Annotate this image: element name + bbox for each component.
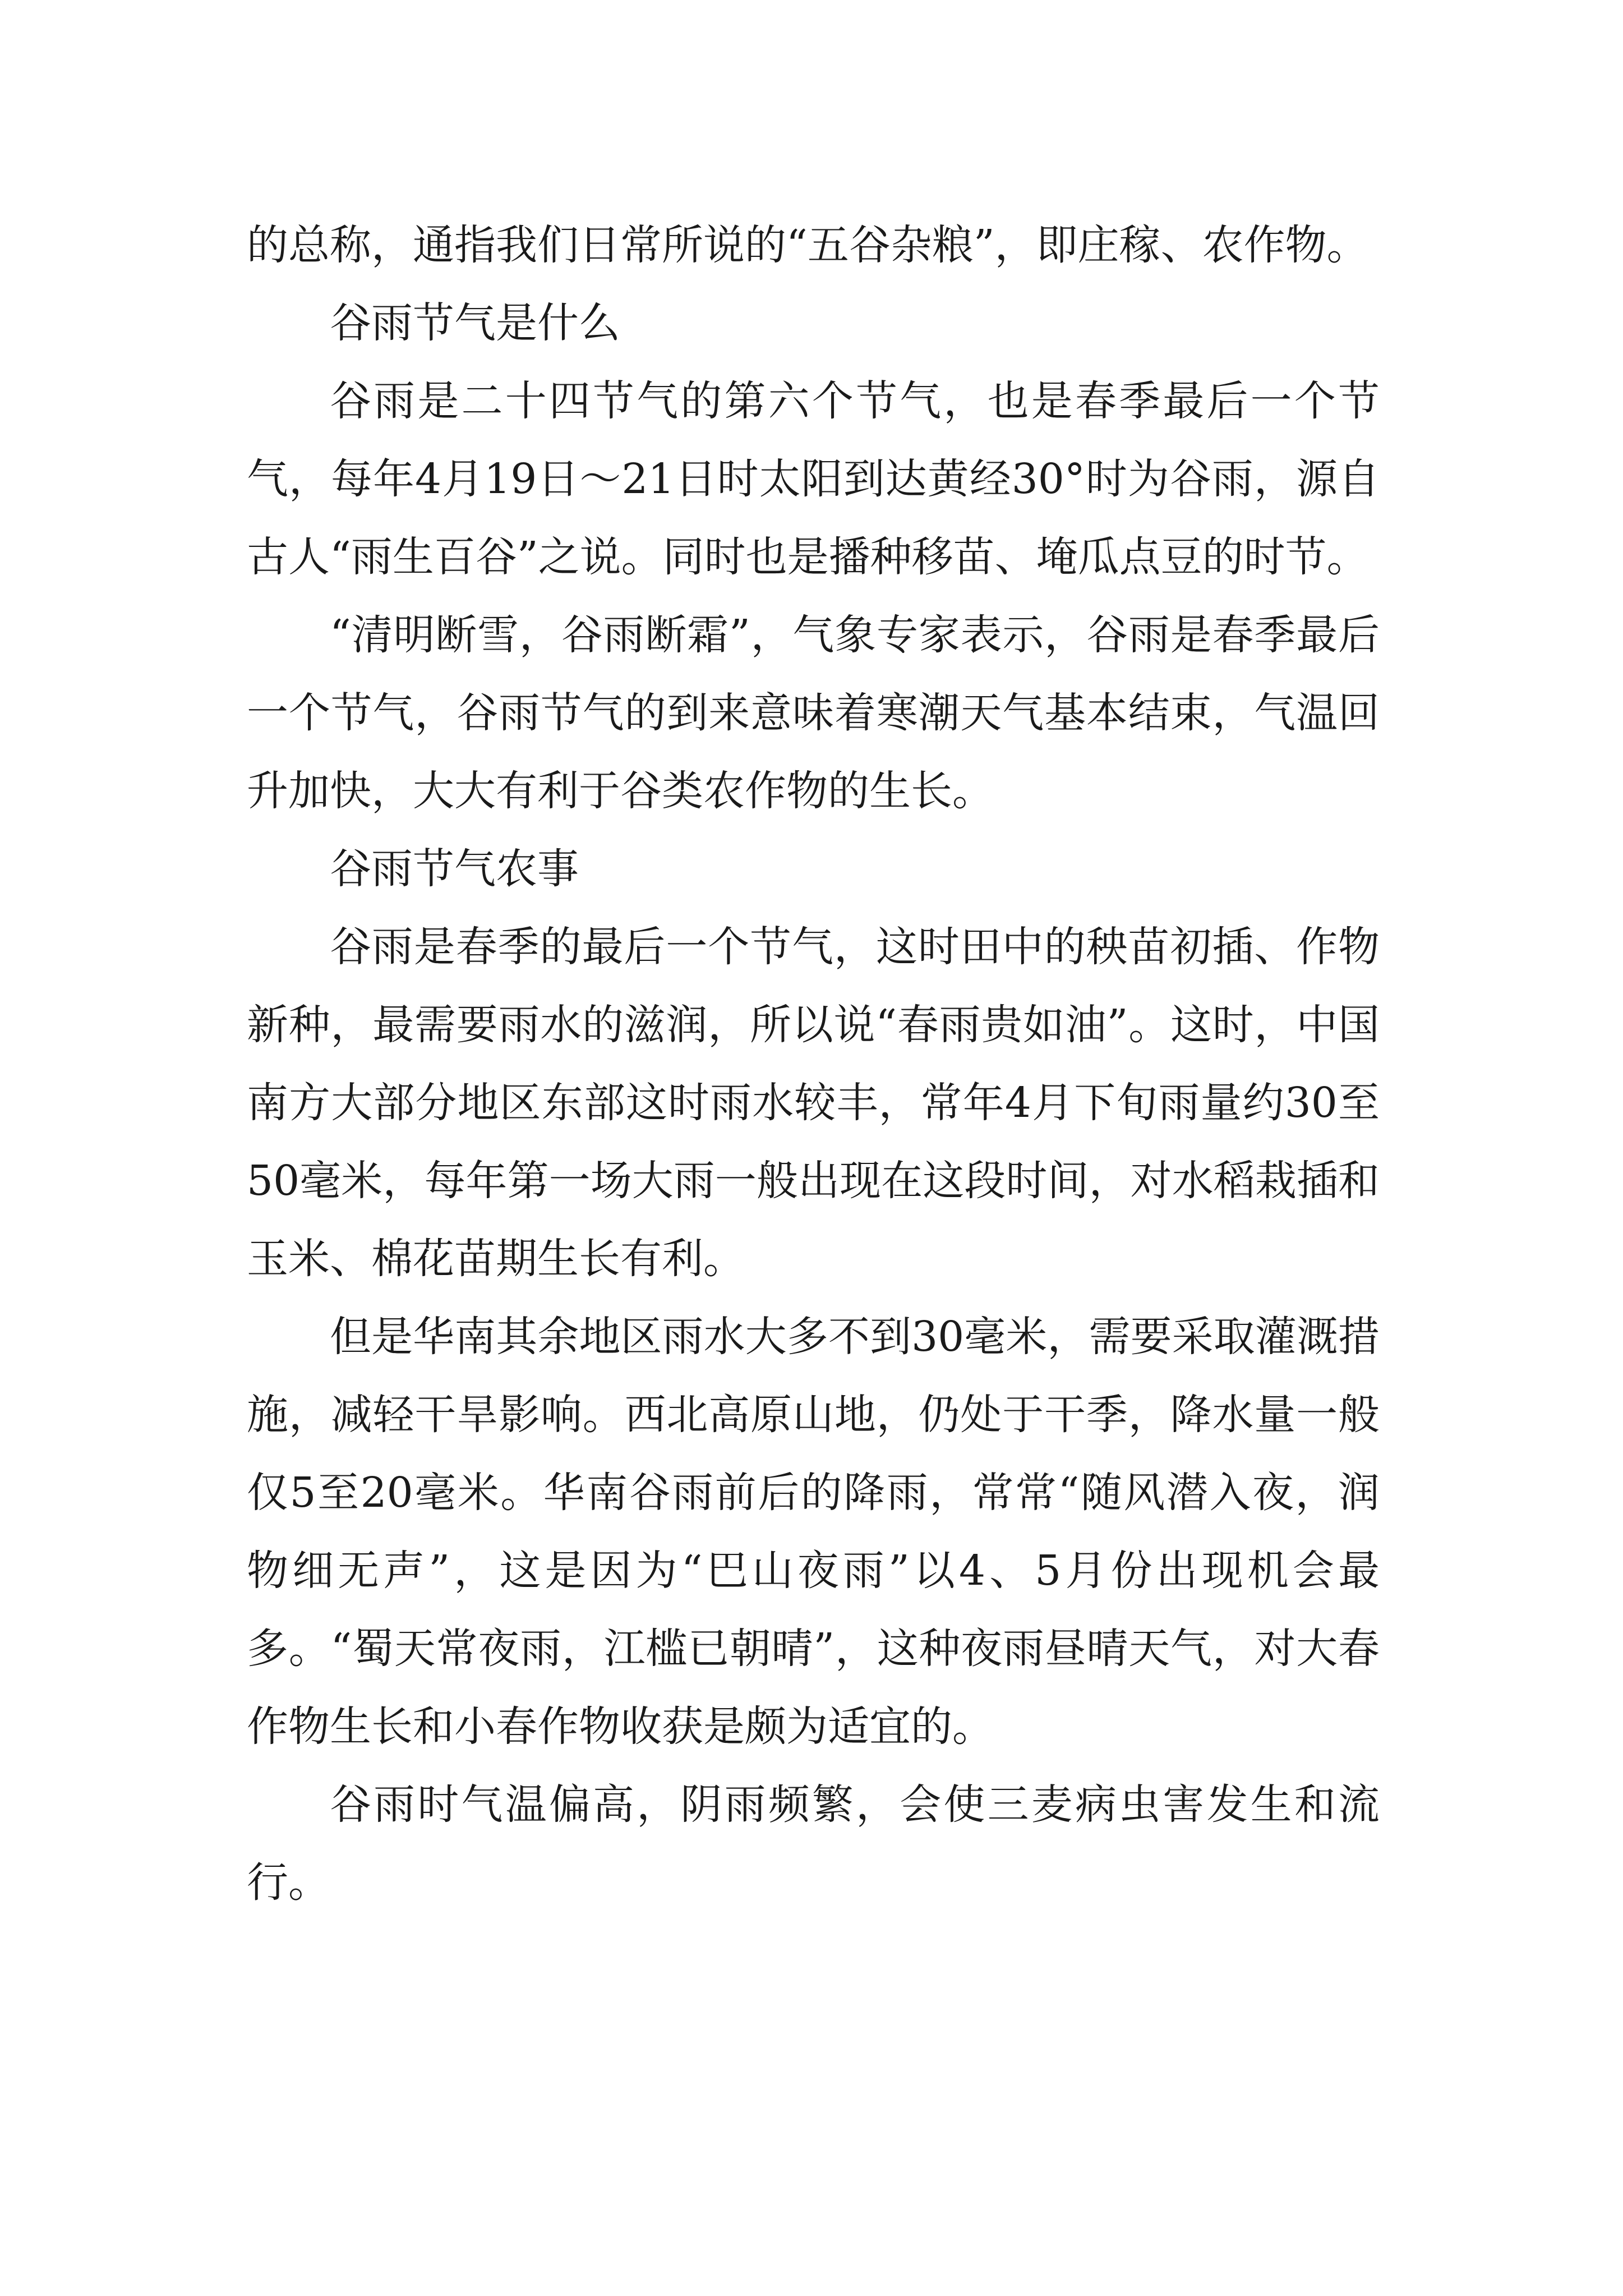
- paragraph-guyu-definition: 谷雨是二十四节气的第六个节气，也是春季最后一个节气，每年4月19日～21日时太阳到达黄经30°时为谷雨，源自古人“雨生百谷”之说。同时也是播种移苗、埯瓜点豆的时节。: [247, 377, 1380, 581]
- paragraph-pests: 谷雨时气温偏高，阴雨频繁，会使三麦病虫害发生和流行。: [247, 1780, 1380, 1907]
- paragraph-frost-saying: “清明断雪，谷雨断霜”，气象专家表示，谷雨是春季最后一个节气，谷雨节气的到来意味着寒潮天气基本结束，气温回升加快，大大有利于谷类农作物的生长。: [247, 611, 1380, 815]
- paragraph-south-china-rain: 但是华南其余地区雨水大多不到30毫米，需要采取灌溉措施，减轻干旱影响。西北高原山地，仍处于干季，降水量一般仅5至20毫米。华南谷雨前后的降雨，常常“随风潜入夜，润物细无声”，这是因为“巴山夜雨”以4、5月份出现机会最多。“蜀天常夜雨，江槛已朝晴”，这种夜雨昼晴天气，对大春作物生长和小春作物收获是颇为适宜的。: [247, 1313, 1380, 1751]
- section-heading-what-is-guyu: 谷雨节气是什么: [330, 299, 620, 347]
- document-body: [247, 206, 1380, 1922]
- paragraph-continuation: 的总称，通指我们日常所说的“五谷杂粮”，即庄稼、农作物。: [247, 221, 1368, 269]
- paragraph-spring-rain: 谷雨是春季的最后一个节气，这时田中的秧苗初插、作物新种，最需要雨水的滋润，所以说“春雨贵如油”。这时，中国南方大部分地区东部这时雨水较丰，常年4月下旬雨量约30至50毫米，每年第一场大雨一般出现在这段时间，对水稻栽插和玉米、棉花苗期生长有利。: [247, 923, 1380, 1283]
- section-heading-farming: 谷雨节气农事: [330, 845, 579, 893]
